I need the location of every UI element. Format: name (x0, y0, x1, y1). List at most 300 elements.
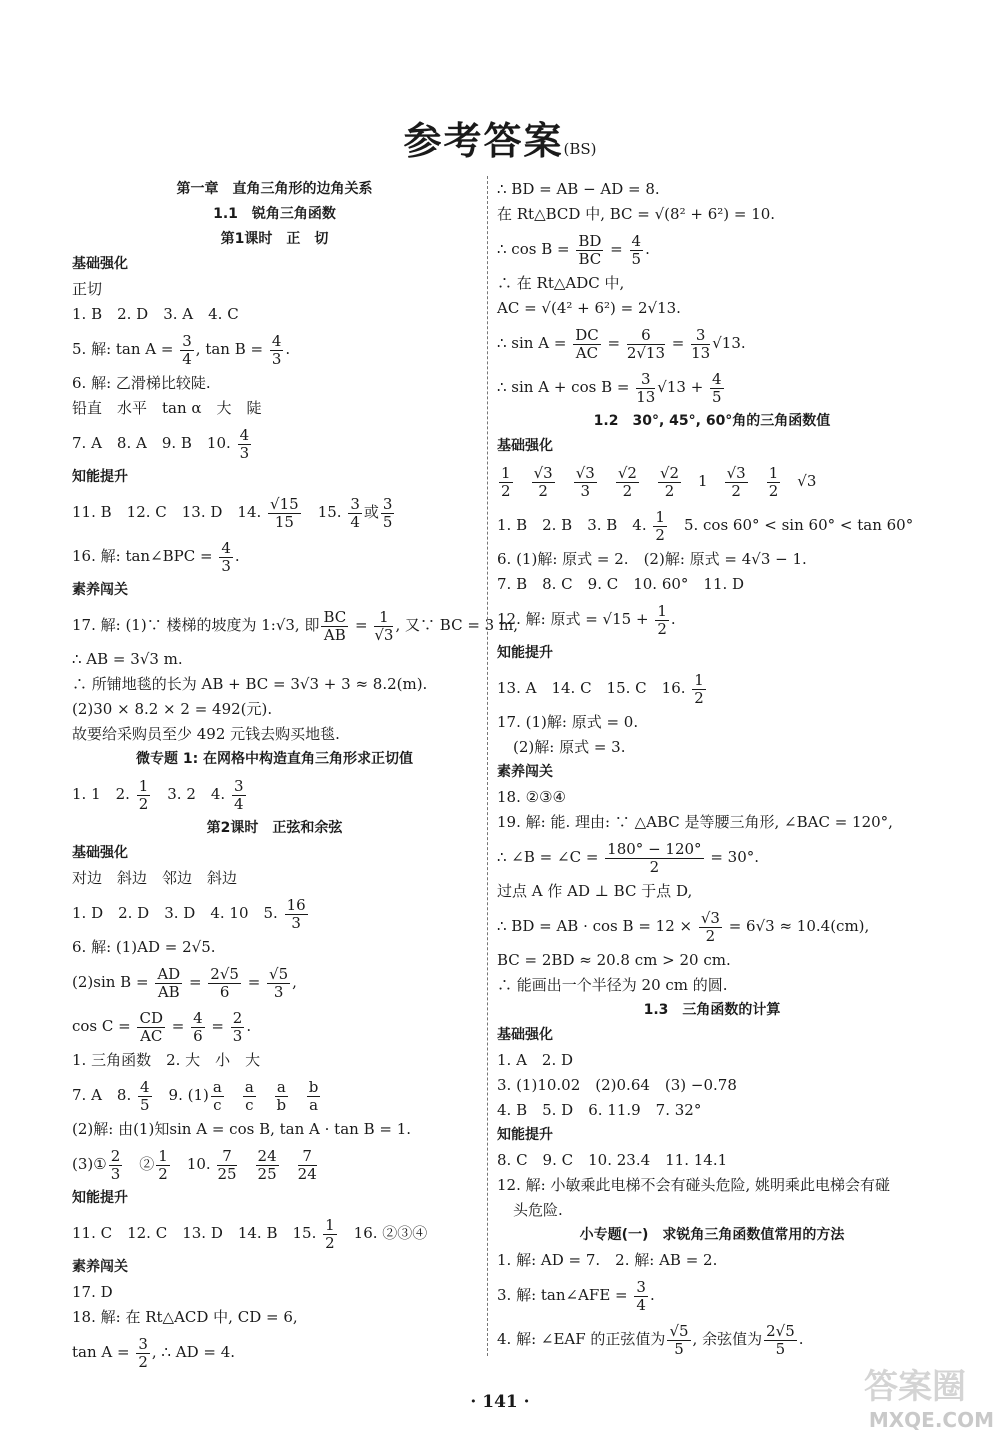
fraction-numerator: √3 (533, 463, 553, 482)
fraction-denominator: 6 (219, 982, 230, 1001)
text-segment: ∴ ∠B = ∠C = (497, 848, 604, 866)
answer-line: ∴ AB = 3√3 m. (72, 650, 183, 668)
title-sub: (BS) (563, 140, 597, 158)
text-segment: 12. 解: 原式 = √15 + (497, 610, 654, 628)
fraction (348, 496, 362, 531)
text-segment: 7. A 8. A 9. B 10. (72, 434, 236, 452)
answer-line: 7. B 8. C 9. C 10. 60° 11. D (497, 575, 745, 593)
text-segment: ② (124, 1155, 155, 1173)
section-heading: 第1课时 正 切 (220, 231, 329, 247)
fraction-numerator: BC (323, 607, 347, 626)
subsection-heading: 素养闯关 (72, 582, 128, 598)
answer-line (497, 1274, 927, 1316)
answer-line: 铅直 水平 tan α 大 陡 (72, 399, 262, 417)
subsection-heading: 基础强化 (497, 438, 553, 454)
fraction-numerator: 1 (655, 507, 665, 526)
answer-line: 6. 解: (1)AD = 2√5. (72, 938, 216, 956)
fraction-numerator: 4 (712, 369, 722, 388)
fraction-denominator: AB (157, 982, 180, 1001)
text-segment (281, 1155, 296, 1173)
answer-line: 1. 三角函数 2. 大 小 大 (72, 1051, 261, 1069)
answer-line: 过点 A 作 AD ⊥ BC 于点 D, (497, 882, 693, 900)
fraction-denominator: 25 (257, 1164, 277, 1183)
fraction-numerator: 3 (382, 494, 393, 513)
text-segment: 11. C 12. C 13. D 14. B 15. (72, 1224, 322, 1242)
subsection-heading: 知能提升 (497, 1127, 553, 1143)
text-segment: 10. (171, 1155, 216, 1173)
fraction-denominator: AC (575, 343, 599, 362)
fraction (211, 1079, 224, 1114)
answer-line: 4. B 5. D 6. 11.9 7. 32° (497, 1101, 702, 1119)
text-segment: . (234, 547, 240, 565)
fraction (243, 1079, 256, 1114)
answer-line (72, 773, 477, 815)
fraction (138, 1079, 152, 1114)
fraction (232, 778, 246, 813)
text-segment: √13. (712, 334, 746, 352)
text-segment: 1. B 2. B 3. B 4. (497, 516, 652, 534)
fraction-numerator: b (308, 1077, 319, 1096)
fraction-numerator: 3 (182, 331, 192, 350)
fraction-denominator: 3 (239, 443, 250, 462)
answer-line: 故要给采购员至少 492 元钱去购买地毯. (72, 725, 340, 743)
fraction (109, 1148, 123, 1183)
answer-line (497, 366, 927, 408)
text-segment: = (350, 616, 373, 634)
fraction (323, 1217, 337, 1252)
fraction-numerator: a (244, 1077, 254, 1096)
fraction (217, 1148, 236, 1183)
fraction (267, 966, 290, 1001)
fraction (219, 540, 233, 575)
text-segment: = (242, 973, 266, 991)
fraction-numerator: 16 (286, 895, 306, 914)
subsection-heading: 基础强化 (72, 256, 128, 272)
fraction (616, 465, 639, 500)
answer-line (497, 1318, 927, 1360)
fraction-numerator: 1 (501, 463, 511, 482)
fraction-denominator: 3 (221, 556, 231, 575)
answer-line: ∴ BD = AB − AD = 8. (497, 180, 660, 198)
fraction-numerator: 1 (325, 1215, 335, 1234)
answer-line: 6. 解: 乙滑梯比较陡. (72, 374, 211, 392)
fraction-denominator: 5 (775, 1339, 786, 1358)
fraction-numerator: 2√5 (766, 1321, 795, 1340)
fraction (155, 966, 182, 1001)
answer-line (497, 322, 927, 364)
answer-line (72, 328, 477, 370)
watermark (794, 1362, 994, 1432)
fraction-numerator: 3 (350, 494, 360, 513)
fraction-denominator: 5 (674, 1339, 684, 1358)
text-segment: √13 + (657, 378, 709, 396)
text-segment: , ∴ AD = 4. (151, 1343, 236, 1361)
subsection-heading: 知能提升 (72, 469, 128, 485)
answer-line: 1. B 2. D 3. A 4. C (72, 305, 239, 323)
title-main: 参考答案 (403, 118, 564, 163)
answer-line: 12. 解: 小敏乘此电梯不会有碰头危险, 姚明乘此电梯会有碰 (497, 1176, 890, 1194)
answer-line (72, 491, 477, 533)
fraction-denominator: 4 (350, 512, 360, 531)
fraction (725, 465, 748, 500)
left-column (72, 176, 518, 1375)
fraction-numerator: 7 (217, 1148, 236, 1166)
fraction-numerator: BD (578, 231, 602, 250)
fraction-denominator: c (245, 1095, 254, 1114)
fraction-numerator: √15 (270, 494, 299, 513)
answer-line (497, 598, 927, 640)
text-segment: 11. B 12. C 13. D 14. (72, 503, 267, 521)
fraction-numerator: a (212, 1077, 222, 1096)
fraction (767, 465, 781, 500)
text-segment: , 余弦值为 (692, 1330, 763, 1348)
text-segment: ∴ sin A + cos B = (497, 378, 635, 396)
answer-line: 头危险. (513, 1201, 563, 1219)
fraction-denominator: √3 (374, 625, 394, 644)
fraction-numerator: CD (139, 1008, 163, 1027)
fraction-denominator: BC (578, 249, 602, 268)
text-segment: 3. 解: tan∠AFE = (497, 1286, 633, 1304)
text-segment: 3. 2 4. (152, 785, 230, 803)
fraction-denominator: 2 (731, 481, 741, 500)
answer-line (72, 1005, 477, 1047)
fraction-denominator: 3 (273, 982, 284, 1001)
fraction-denominator: 5 (712, 387, 722, 406)
fraction (710, 371, 724, 406)
answer-line: 17. D (72, 1283, 113, 1301)
fraction-numerator: √3 (700, 908, 720, 927)
fraction (307, 1079, 321, 1114)
fraction-denominator: 6 (193, 1026, 203, 1045)
text-segment: 4. 解: ∠EAF 的正弦值为 (497, 1330, 666, 1348)
answer-line (497, 667, 927, 709)
text-segment (599, 472, 614, 490)
fraction-numerator: 2 (232, 1008, 243, 1027)
fraction-denominator: 4 (233, 794, 244, 813)
fraction (275, 1079, 288, 1114)
fraction-denominator: 2 (622, 481, 633, 500)
answer-line: (2)解: 由(1)知sin A = cos B, tan A · tan B = 1. (72, 1120, 412, 1138)
fraction-denominator: 2 (325, 1233, 335, 1252)
answer-line: 18. 解: 在 Rt△ACD 中, CD = 6, (72, 1308, 298, 1326)
fraction-denominator: AB (323, 625, 346, 644)
answer-line: 正切 (72, 280, 103, 298)
answer-line (72, 1212, 477, 1254)
fraction-numerator: 1 (694, 670, 704, 689)
fraction-numerator: 1 (374, 609, 393, 627)
subsection-heading: 基础强化 (497, 1027, 553, 1043)
fraction (573, 327, 601, 362)
subsection-heading: 素养闯关 (72, 1259, 128, 1275)
text-segment: , (292, 973, 297, 991)
fraction-numerator: 4 (140, 1077, 150, 1096)
watermark-logo: 答案圈 (864, 1367, 966, 1407)
fraction (655, 603, 669, 638)
fraction (691, 327, 710, 362)
fraction-numerator: 4 (631, 231, 642, 250)
fraction-denominator: 2 (158, 1164, 168, 1183)
text-segment: 17. 解: (1)∵ 楼梯的坡度为 1:√3, 即 (72, 616, 320, 634)
section-heading: 微专题 1: 在网格中构造直角三角形求正切值 (135, 751, 414, 767)
fraction (576, 233, 603, 268)
fraction-denominator: 2 (138, 794, 149, 813)
fraction-denominator: 2 (768, 481, 779, 500)
fraction-numerator: √2 (659, 463, 680, 482)
text-segment: 或 (363, 503, 379, 521)
fraction-numerator: 4 (193, 1008, 203, 1027)
fraction-numerator: √3 (726, 463, 746, 482)
fraction-denominator: 2 (501, 481, 511, 500)
fraction-denominator: 3 (110, 1164, 121, 1183)
fraction-numerator: 1 (158, 1146, 168, 1165)
text-segment: = 30°. (705, 848, 760, 866)
fraction (692, 672, 706, 707)
fraction (605, 841, 703, 876)
text-segment: 16. 解: tan∠BPC = (72, 547, 218, 565)
answer-line: 18. ②③④ (497, 788, 566, 806)
fraction-denominator: 2 (664, 481, 675, 500)
fraction-denominator: 25 (217, 1164, 237, 1183)
fraction-numerator: 3 (636, 371, 655, 389)
fraction-denominator: 13 (691, 343, 711, 362)
fraction (658, 465, 681, 500)
answer-line: BC = 2BD ≈ 20.8 cm > 20 cm. (497, 951, 731, 969)
fraction-denominator: 4 (182, 349, 192, 368)
text-segment: . (246, 1017, 252, 1035)
text-segment: (3)① (72, 1155, 107, 1173)
fraction-numerator: 180° − 120° (607, 839, 702, 858)
fraction-numerator: 3 (691, 327, 710, 345)
text-segment: . (670, 610, 676, 628)
fraction (699, 910, 722, 945)
section-heading: 1.2 30°, 45°, 60°角的三角函数值 (593, 413, 831, 429)
fraction (298, 1148, 317, 1183)
fraction (231, 1010, 245, 1045)
fraction (630, 233, 644, 268)
fraction (137, 778, 151, 813)
fraction (764, 1323, 797, 1358)
fraction (256, 1148, 279, 1183)
fraction-denominator: 2 (694, 688, 704, 707)
text-segment: . (645, 240, 650, 258)
text-segment: 9. (1) (153, 1086, 209, 1104)
fraction-numerator: 4 (271, 331, 282, 350)
section-heading: 小专题(一) 求锐角三角函数值常用的方法 (579, 1227, 845, 1243)
answer-line (72, 1074, 477, 1116)
fraction-numerator: 3 (138, 1334, 148, 1353)
answer-line: 1. A 2. D (497, 1051, 574, 1069)
answer-line (72, 961, 477, 1003)
answer-line: 17. (1)解: 原式 = 0. (497, 713, 639, 731)
section-heading: 1.1 锐角三角函数 (213, 206, 336, 222)
text-segment: 1. 1 2. (72, 785, 135, 803)
fraction-denominator: 3 (271, 349, 282, 368)
subsection-heading: 知能提升 (497, 645, 553, 661)
fraction-numerator: a (276, 1077, 286, 1096)
fraction (634, 1279, 648, 1314)
answer-line (497, 228, 927, 270)
text-segment: . (649, 1286, 655, 1304)
fraction-numerator: 1 (138, 776, 149, 795)
text-segment: . (285, 340, 291, 358)
text-segment: = (206, 1017, 229, 1035)
text-segment (290, 1086, 305, 1104)
right-column (497, 176, 927, 1362)
fraction (180, 333, 194, 368)
fraction-numerator: 2√5 (210, 964, 239, 983)
fraction-numerator: DC (575, 325, 599, 344)
fraction (238, 427, 252, 462)
fraction-denominator: 13 (636, 387, 656, 406)
fraction-denominator: 3 (232, 1026, 243, 1045)
section-heading: 第2课时 正弦和余弦 (206, 820, 343, 836)
fraction-denominator: 3 (291, 913, 301, 932)
fraction (321, 609, 348, 644)
answer-line: 3. (1)10.02 (2)0.64 (3) −0.78 (497, 1076, 737, 1094)
fraction-numerator: 4 (221, 538, 231, 557)
text-segment: 16. ②③④ (338, 1224, 428, 1242)
fraction-denominator: 2 (649, 857, 660, 876)
answer-line: 1. 解: AD = 7. 2. 解: AB = 2. (497, 1251, 718, 1269)
answer-line: 在 Rt△BCD 中, BC = √(8² + 6²) = 10. (497, 205, 776, 223)
fraction-denominator: 2√13 (626, 343, 666, 362)
fraction-denominator: b (276, 1095, 287, 1114)
fraction-numerator: 24 (257, 1146, 277, 1165)
answer-line (72, 422, 477, 464)
fraction-denominator: 5 (631, 249, 642, 268)
fraction-denominator: 2 (138, 1352, 148, 1371)
fraction-numerator: 4 (239, 425, 250, 444)
text-segment (750, 472, 765, 490)
text-segment: 5. 解: tan A = (72, 340, 179, 358)
fraction (381, 496, 395, 531)
text-segment (258, 1086, 273, 1104)
fraction (136, 1336, 150, 1371)
fraction (636, 371, 655, 406)
text-segment (239, 1155, 254, 1173)
text-segment: = (602, 334, 625, 352)
fraction-denominator: 5 (140, 1095, 150, 1114)
fraction-numerator: 3 (636, 1277, 646, 1296)
fraction (270, 333, 284, 368)
fraction (627, 327, 665, 362)
text-segment: . (798, 1330, 804, 1348)
fraction-numerator: √5 (669, 1321, 689, 1340)
text-segment: ∴ sin A = (497, 334, 572, 352)
text-segment: 1. D 2. D 3. D 4. 10 5. (72, 904, 283, 922)
answer-line: 8. C 9. C 10. 23.4 11. 14.1 (497, 1151, 728, 1169)
watermark-text: MXQE.COM (868, 1408, 994, 1432)
answer-line: AC = √(4² + 6²) = 2√13. (497, 299, 681, 317)
fraction-denominator: AC (140, 1026, 163, 1045)
fraction (137, 1010, 165, 1045)
fraction-numerator: √5 (269, 964, 289, 983)
answer-line (72, 535, 477, 577)
answer-line (497, 905, 927, 947)
text-segment: = (605, 240, 628, 258)
text-segment: (2)sin B = (72, 973, 154, 991)
fraction (667, 1323, 690, 1358)
answer-line: 对边 斜边 邻边 斜边 (72, 869, 238, 887)
answer-line (72, 1143, 477, 1185)
text-segment: = (667, 334, 690, 352)
text-segment (641, 472, 656, 490)
text-segment: = (184, 973, 207, 991)
fraction-denominator: 2 (655, 525, 665, 544)
text-segment: ∴ BD = AB · cos B = 12 × (497, 917, 697, 935)
text-segment: ∴ cos B = (497, 240, 575, 258)
fraction-denominator: 5 (382, 512, 393, 531)
answer-line (72, 604, 518, 646)
fraction (208, 966, 241, 1001)
text-segment (515, 472, 530, 490)
answer-line (72, 892, 477, 934)
fraction (285, 897, 308, 932)
fraction (191, 1010, 205, 1045)
answer-line (72, 1331, 477, 1373)
text-segment: 1 (683, 472, 723, 490)
section-heading: 1.3 三角函数的计算 (643, 1002, 781, 1018)
text-segment (226, 1086, 241, 1104)
answer-line: ∴ 能画出一个半径为 20 cm 的圆. (497, 976, 728, 994)
fraction-denominator: 2 (657, 619, 667, 638)
fraction-denominator: c (213, 1095, 222, 1114)
fraction (156, 1148, 170, 1183)
page-number: · 141 · (470, 1392, 530, 1412)
fraction-numerator: 2 (110, 1146, 121, 1165)
fraction (532, 465, 555, 500)
fraction (574, 465, 597, 500)
fraction-numerator: √2 (617, 463, 637, 482)
text-segment: 13. A 14. C 15. C 16. (497, 679, 691, 697)
answer-line (497, 460, 927, 502)
fraction-denominator: 2 (705, 926, 716, 945)
answer-line: (2)解: 原式 = 3. (513, 738, 626, 756)
answer-line (497, 836, 927, 878)
fraction-denominator: 4 (636, 1295, 646, 1314)
text-segment: tan A = (72, 1343, 135, 1361)
fraction-denominator: 3 (580, 481, 591, 500)
answer-line: ∴ 所铺地毯的长为 AB + BC = 3√3 + 3 ≈ 8.2(m). (72, 675, 428, 693)
subsection-heading: 知能提升 (72, 1190, 128, 1206)
fraction-numerator: 7 (298, 1148, 317, 1166)
fraction-numerator: √3 (575, 463, 595, 482)
answer-line: (2)30 × 8.2 × 2 = 492(元). (72, 700, 273, 718)
fraction (499, 465, 513, 500)
fraction-numerator: 3 (233, 776, 244, 795)
fraction (374, 609, 393, 644)
fraction-denominator: 24 (297, 1164, 317, 1183)
text-segment: = 6√3 ≈ 10.4(cm), (723, 917, 870, 935)
answer-line (497, 504, 927, 546)
column-divider (487, 176, 488, 1356)
subsection-heading: 素养闯关 (497, 764, 553, 780)
text-segment: cos C = (72, 1017, 136, 1035)
fraction-denominator: 15 (274, 512, 294, 531)
text-segment: , 又∵ BC = 3 m, (395, 616, 518, 634)
subsection-heading: 基础强化 (72, 845, 128, 861)
answer-line: 19. 解: 能. 理由: ∵ △ABC 是等腰三角形, ∠BAC = 120°, (497, 813, 893, 831)
page-title (0, 110, 1000, 165)
fraction-numerator: 1 (768, 463, 779, 482)
fraction-numerator: AD (157, 964, 181, 983)
text-segment: √3 (782, 472, 817, 490)
fraction-denominator: a (309, 1095, 319, 1114)
text-segment: 15. (302, 503, 347, 521)
text-segment: 7. A 8. (72, 1086, 136, 1104)
section-heading: 第一章 直角三角形的边角关系 (176, 181, 373, 197)
answer-line: 6. (1)解: 原式 = 2. (2)解: 原式 = 4√3 − 1. (497, 550, 807, 568)
